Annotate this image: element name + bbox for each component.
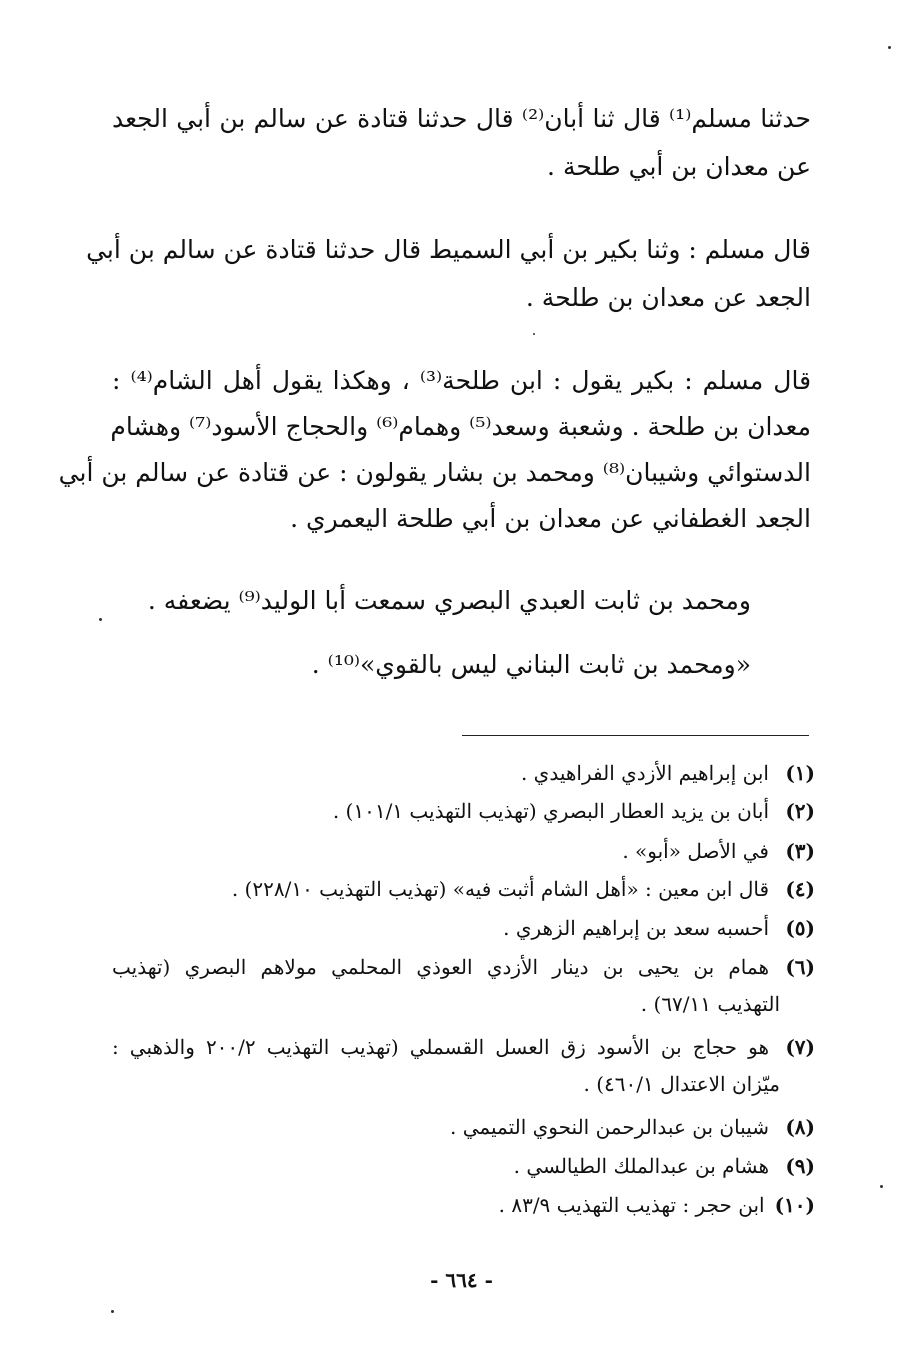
body-line: «ومحمد بن ثابت البناني ليس بالقوي»⁽¹⁰⁾ . (311, 650, 751, 679)
footnote (333, 797, 815, 827)
footnote-number: (٨) (785, 1115, 815, 1139)
scan-speck (111, 1310, 114, 1313)
footnote-text: ابن إبراهيم الأزدي الفراهيدي . (520, 761, 769, 785)
footnote (514, 1152, 815, 1182)
footnote-number: (٩) (785, 1154, 815, 1178)
footnote-text: شيبان بن عبدالرحمن النحوي التميمي . (450, 1115, 769, 1139)
scan-speck (533, 333, 535, 335)
footnote (521, 759, 815, 789)
footnote-separator (462, 735, 809, 736)
footnote (450, 1113, 815, 1143)
body-line: الجعد الغطفاني عن معدان بن أبي طلحة اليعمري . (290, 504, 811, 533)
body-line: حدثنا مسلم⁽¹⁾ قال ثنا أبان⁽²⁾ قال حدثنا قتادة عن سالم بن أبي الجعد (112, 104, 811, 133)
page-number: - ٦٦٤ - (430, 1268, 493, 1292)
footnote-number: (١٠) (774, 1193, 815, 1217)
footnote-continuation: التهذيب ٦٧/١١) . (640, 992, 780, 1016)
footnote-number: (٤) (785, 877, 815, 901)
body-line: ومحمد بن ثابت العبدي البصري سمعت أبا الوليد⁽⁹⁾ يضعفه . (147, 586, 751, 615)
footnote-number: (٢) (785, 799, 815, 823)
footnote-continuation: ميّزان الاعتدال ٤٦٠/١) . (583, 1072, 780, 1096)
body-line: معدان بن طلحة . وشعبة وسعد⁽⁵⁾ وهمام⁽⁶⁾ والحجاج الأسود⁽⁷⁾ وهشام (110, 412, 811, 441)
body-line: عن معدان بن أبي طلحة . (547, 152, 811, 181)
footnote-number: (٧) (785, 1035, 815, 1059)
footnote (499, 1191, 815, 1221)
footnote-number: (١) (785, 761, 815, 785)
body-line: الجعد عن معدان بن طلحة . (525, 283, 811, 312)
footnote-number: (٥) (785, 916, 815, 940)
footnote-number: (٣) (785, 839, 815, 863)
footnote-text: أبان بن يزيد العطار البصري (تهذيب التهذيب ١٠١/١) . (332, 799, 769, 823)
footnote-number: (٦) (785, 955, 815, 979)
footnote-text: هشام بن عبدالملك الطيالسي . (513, 1154, 769, 1178)
scan-speck (99, 618, 102, 621)
footnote-text: هو حجاج بن الأسود زق العسل القسملي (تهذيب التهذيب ٢٠٠/٢ والذهبي : (112, 1035, 769, 1059)
footnote (503, 914, 815, 944)
footnote-text: همام بن يحيى بن دينار الأزدي العوذي المحلمي مولاهم البصري (تهذيب (112, 955, 769, 979)
scan-speck (880, 1185, 883, 1188)
body-line: قال مسلم : وثنا بكير بن أبي السميط قال حدثنا قتادة عن سالم بن أبي (86, 235, 811, 264)
footnote-text: في الأصل «أبو» . (622, 839, 769, 863)
footnote-text: ابن حجر : تهذيب التهذيب ٨٣/٩ . (498, 1193, 765, 1217)
footnote-text: قال ابن معين : «أهل الشام أثبت فيه» (تهذيب التهذيب ٢٢٨/١٠) . (231, 877, 769, 901)
footnote (112, 1033, 815, 1063)
footnote (232, 875, 815, 905)
body-line: قال مسلم : بكير يقول : ابن طلحة⁽³⁾ ، وهكذا يقول أهل الشام⁽⁴⁾ : (112, 366, 812, 395)
scan-speck (888, 46, 891, 49)
footnote (112, 953, 815, 983)
body-line: الدستوائي وشيبان⁽⁸⁾ ومحمد بن بشار يقولون : عن قتادة عن سالم بن أبي (58, 458, 811, 487)
footnote (622, 837, 815, 867)
footnote-text: أحسبه سعد بن إبراهيم الزهري . (503, 916, 769, 940)
